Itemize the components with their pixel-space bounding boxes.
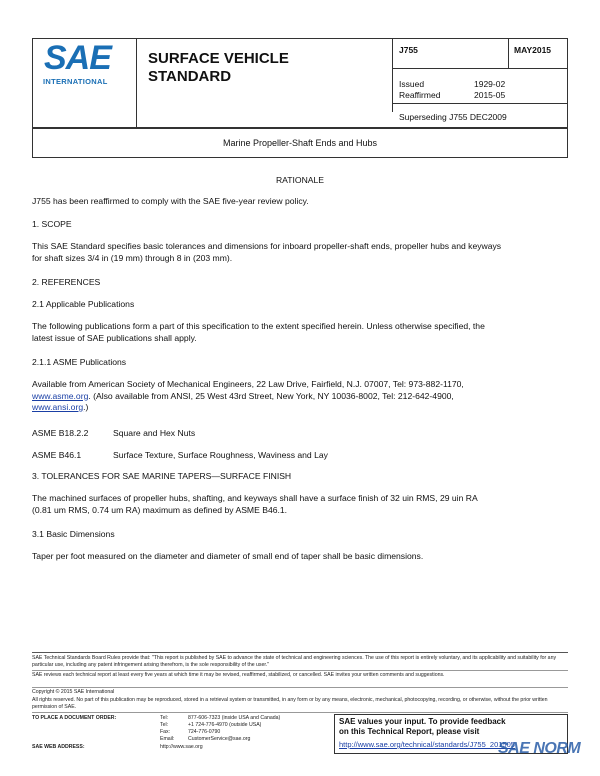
email-value[interactable]: CustomerService@sae.org: [188, 736, 251, 742]
section-2-1-1-heading: 2.1.1 ASME Publications: [32, 357, 127, 367]
footer-divider: [32, 670, 568, 671]
reference-code: ASME B18.2.2: [32, 428, 89, 438]
footer-divider: [32, 687, 568, 688]
section-3-text: The machined surfaces of propeller hubs, shafting, and keyways shall have a surface finish of 32 uin RMS, 29 uin RA (0.81 um RMS, 0.74 um RA) maximum as defined by ASME B46.1.: [32, 493, 478, 515]
tel-value: +1 724-776-4970 (outside USA): [188, 722, 262, 728]
document-date: MAY2015: [514, 45, 552, 55]
web-label: SAE WEB ADDRESS:: [32, 744, 85, 750]
header-divider: [392, 68, 568, 69]
reference-title: Square and Hex Nuts: [113, 428, 196, 438]
footer-divider: [32, 652, 568, 653]
section-2-1-heading: 2.1 Applicable Publications: [32, 299, 135, 309]
footer-disclaimer: SAE Technical Standards Board Rules provide that: "This report is published by SAE to advance the state of technical and engineering sciences. The use of this report is entirely voluntary, and its applicability and suitability for any particular use, including any patent infringement arising therefrom, is the sole responsibility of the user.": [32, 655, 557, 668]
section-3-heading: 3. TOLERANCES FOR SAE MARINE TAPERS—SURFACE FINISH: [32, 471, 292, 481]
reaffirmed-label: Reaffirmed: [399, 90, 441, 100]
section-2-heading: 2. REFERENCES: [32, 277, 101, 287]
section-1-text: This SAE Standard specifies basic tolerances and dimensions for inboard propeller-shaft ends, propeller hubs and keyways for shaft sizes 3/4 in (19 mm) through 8 in (203 mm).: [32, 241, 502, 263]
section-1-heading: 1. SCOPE: [32, 219, 72, 229]
sae-norm-watermark: SAE NORM: [498, 740, 581, 757]
web-value[interactable]: http://www.sae.org: [160, 744, 203, 750]
reference-title: Surface Texture, Surface Roughness, Waviness and Lay: [113, 450, 328, 460]
header-divider: [392, 103, 568, 104]
reaffirmed-value: 2015-05: [474, 90, 506, 100]
header-divider: [136, 38, 137, 128]
issued-label: Issued: [399, 79, 425, 89]
fax-label: Fax:: [160, 729, 171, 735]
footer-divider: [32, 712, 568, 713]
sae-logo: SAE: [44, 39, 111, 77]
issued-value: 1929-02: [474, 79, 506, 89]
asme-link[interactable]: www.asme.org: [32, 390, 89, 401]
sae-logo-subtext: INTERNATIONAL: [43, 77, 108, 86]
superseding-note: Superseding J755 DEC2009: [399, 112, 507, 122]
document-title: Marine Propeller-Shaft Ends and Hubs: [222, 138, 378, 148]
footer-rights: All rights reserved. No part of this publication may be reproduced, stored in a retrieval system or transmitted, in any form or by any means, electronic, mechanical, photocopying, recording, or otherwise, without the prior written permission of SAE.: [32, 697, 548, 710]
tel-label: Tel:: [160, 715, 169, 721]
email-label: Email:: [160, 736, 175, 742]
reference-code: ASME B46.1: [32, 450, 82, 460]
ansi-link[interactable]: www.ansi.org: [32, 402, 84, 412]
section-2-1-1-text: Available from American Society of Mechanical Engineers, 22 Law Drive, Fairfield, N.J. 07007, Tel: 973-882-1170, www.asme.org. (Also available from ANSI, 25 West 43rd Street, New York, NY 10036-8002, Tel: 212-642-4900, www.ansi.org.): [32, 379, 464, 412]
document-number: J755: [399, 45, 418, 55]
feedback-link[interactable]: http://www.sae.org/technical/standards/J755_201505: [339, 740, 515, 749]
fax-value: 724-776-0790: [188, 729, 221, 735]
tel-value: 877-606-7323 (inside USA and Canada): [188, 715, 281, 721]
header-divider: [508, 38, 509, 68]
feedback-text: SAE values your input. To provide feedback on this Technical Report, please visit: [339, 717, 506, 736]
section-2-1-text: The following publications form a part of this specification to the extent specified herein. Unless otherwise specified, the latest issue of SAE publications shall apply.: [32, 321, 485, 343]
footer-copyright: Copyright © 2015 SAE International: [32, 689, 115, 695]
rationale-text: J755 has been reaffirmed to comply with the SAE five-year review policy.: [32, 196, 309, 206]
document-type-title: SURFACE VEHICLE STANDARD: [148, 50, 289, 85]
footer-review-note: SAE reviews each technical report at least every five years at which time it may be revised, reaffirmed, stabilized, or cancelled. SAE invites your written comments and suggestions.: [32, 672, 445, 678]
section-3-1-heading: 3.1 Basic Dimensions: [32, 529, 115, 539]
tel-label: Tel:: [160, 722, 169, 728]
order-label: TO PLACE A DOCUMENT ORDER:: [32, 715, 117, 721]
rationale-heading: RATIONALE: [275, 175, 325, 185]
header-divider: [392, 38, 393, 112]
section-3-1-text: Taper per foot measured on the diameter and diameter of small end of taper shall be basic dimensions.: [32, 551, 424, 561]
